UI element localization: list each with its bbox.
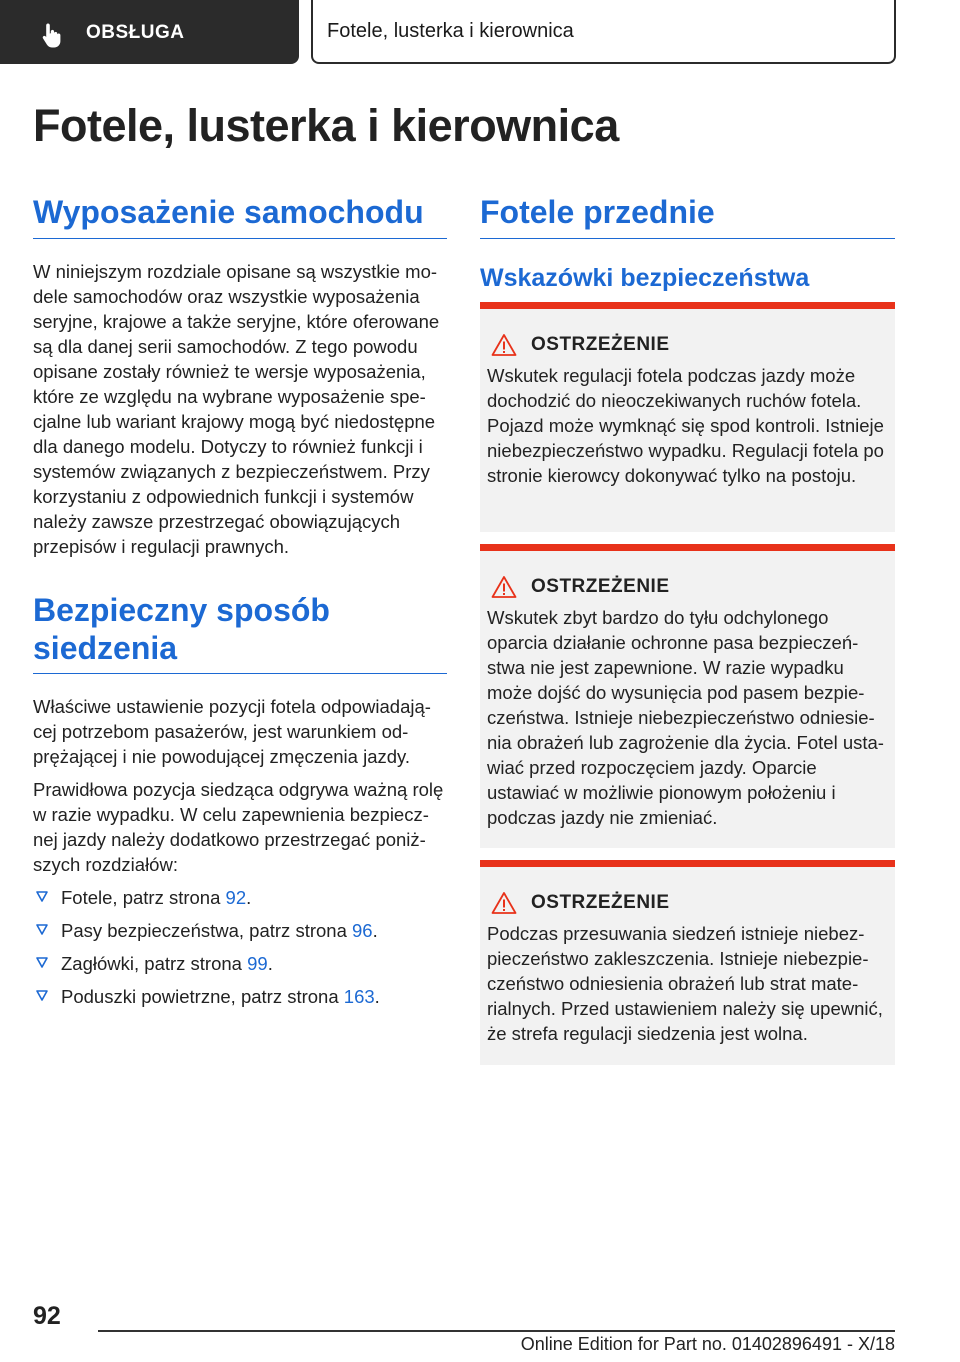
warning-text: Wskutek regulacji fotela podczas jazdy może dochodzić do nieoczekiwanych ruchów fotela. Pojazd może wymknąć się spod kontroli. Istnieje niebezpieczeństwo wypadku. Regulacji fotela po stronie kierowcy dokonywać tylko na postoju. — [487, 365, 884, 486]
footer-edition: Online Edition for Part no. 01402896491 - X/18 — [520, 1334, 895, 1354]
warning-label: OSTRZEŻENIE — [531, 334, 670, 355]
seating-paragraph-1: Właściwe ustawienie pozycji fotela odpowiadającej potrzebom pasażerów, jest warunkiem odprężającej i nie powodującej zmęczenia jazdy. — [33, 696, 431, 767]
warning-box-2 — [480, 544, 895, 848]
list-item: Zagłówki, patrz strona 99. — [33, 951, 447, 976]
triangle-bullet-icon — [35, 956, 49, 970]
hand-pointer-icon — [40, 22, 64, 48]
chapter-tab-label: OBSŁUGA — [86, 22, 185, 43]
warning-box-3 — [480, 860, 895, 1065]
chapter-header — [311, 0, 896, 64]
right-column — [480, 192, 895, 295]
warning-label: OSTRZEŻENIE — [531, 892, 670, 913]
warning-text: Podczas przesuwania siedzeń istnieje niebezpieczeństwo zakleszczenia. Istnieje niebezpieczeństwo odniesienia obrażeń lub strat materialnych. Przed ustawieniem należy się upewnić, że strefa regulacji siedzenia jest wolna. — [487, 923, 883, 1044]
warning-text: Wskutek zbyt bardzo do tyłu odchylonego oparcia działanie ochronne pasa bezpieczeństwa nie jest zapewnione. W razie wypadku może dojść do wysunięcia pod pasem bezpieczeństwa. Istnieje niebezpieczeństwo odniesienia obrażeń lub zagrożenie dla życia. Fotel ustawiać przed rozpoczęciem jazdy. Oparcie ustawiać w możliwie pionowym położeniu i podczas jazdy nie zmieniać. — [487, 607, 884, 828]
triangle-bullet-icon — [35, 989, 49, 1003]
warning-triangle-icon — [491, 333, 517, 357]
page-link-92[interactable]: 92 — [225, 887, 247, 908]
footer-divider — [98, 1330, 895, 1332]
list-item: Fotele, patrz strona 92. — [33, 885, 447, 910]
section-title-front-seats: Fotele przednie — [480, 192, 895, 239]
page-title: Fotele, lusterka i kierownica — [33, 100, 619, 151]
triangle-bullet-icon — [35, 890, 49, 904]
warning-label: OSTRZEŻENIE — [531, 576, 670, 597]
page-link-163[interactable]: 163 — [343, 986, 375, 1007]
page-link-96[interactable]: 96 — [352, 920, 373, 941]
reference-list — [33, 885, 447, 1009]
list-item-text: Pasy bezpieczeństwa, patrz strona — [61, 920, 353, 941]
warning-triangle-icon — [491, 891, 517, 915]
page-number: 92 — [33, 1302, 61, 1330]
left-column — [33, 192, 447, 1017]
warning-triangle-icon — [491, 575, 517, 599]
warning-box-1 — [480, 302, 895, 532]
list-item-text: Poduszki powietrzne, patrz strona — [61, 986, 344, 1007]
chapter-tab[interactable] — [0, 0, 299, 64]
subsection-title-safety: Wskazówki bezpieczeństwa — [480, 264, 810, 292]
list-item-text: Zagłówki, patrz strona — [61, 953, 248, 974]
page-link-99[interactable]: 99 — [247, 953, 268, 974]
section-title-seating: Bezpieczny sposób siedzenia — [33, 591, 447, 674]
section-title-equipment: Wyposażenie samochodu — [33, 192, 447, 239]
triangle-bullet-icon — [35, 923, 49, 937]
seating-paragraph-2: Prawidłowa pozycja siedząca odgrywa ważną rolę w razie wypadku. W celu zapewnienia bezpiecznej jazdy należy dodatkowo przestrzegać poniższych rozdziałów: — [33, 779, 444, 875]
chapter-title: Fotele, lusterka i kierownica — [327, 20, 574, 42]
list-item: Pasy bezpieczeństwa, patrz strona 96. — [33, 918, 447, 943]
equipment-paragraph: W niniejszym rozdziale opisane są wszystkie modele samochodów oraz wszystkie wyposażenia seryjne, krajowe a także seryjne, które oferowane są dla danej serii samochodów. Z tego powodu opisane zostały również te wersje wyposażenia, które ze względu na wybrane wyposażenie specjalne lub wariant krajowy mogą być niedostępne dla danego modelu. Dotyczy to również funkcji i systemów związanych z bezpieczeństwem. Przy korzystaniu z odpowiednich funkcji i systemów należy zawsze przestrzegać obowiązujących przepisów i regulacji prawnych. — [33, 261, 440, 557]
list-item: Poduszki powietrzne, patrz strona 163. — [33, 984, 447, 1009]
list-item-text: Fotele, patrz strona — [61, 887, 226, 908]
